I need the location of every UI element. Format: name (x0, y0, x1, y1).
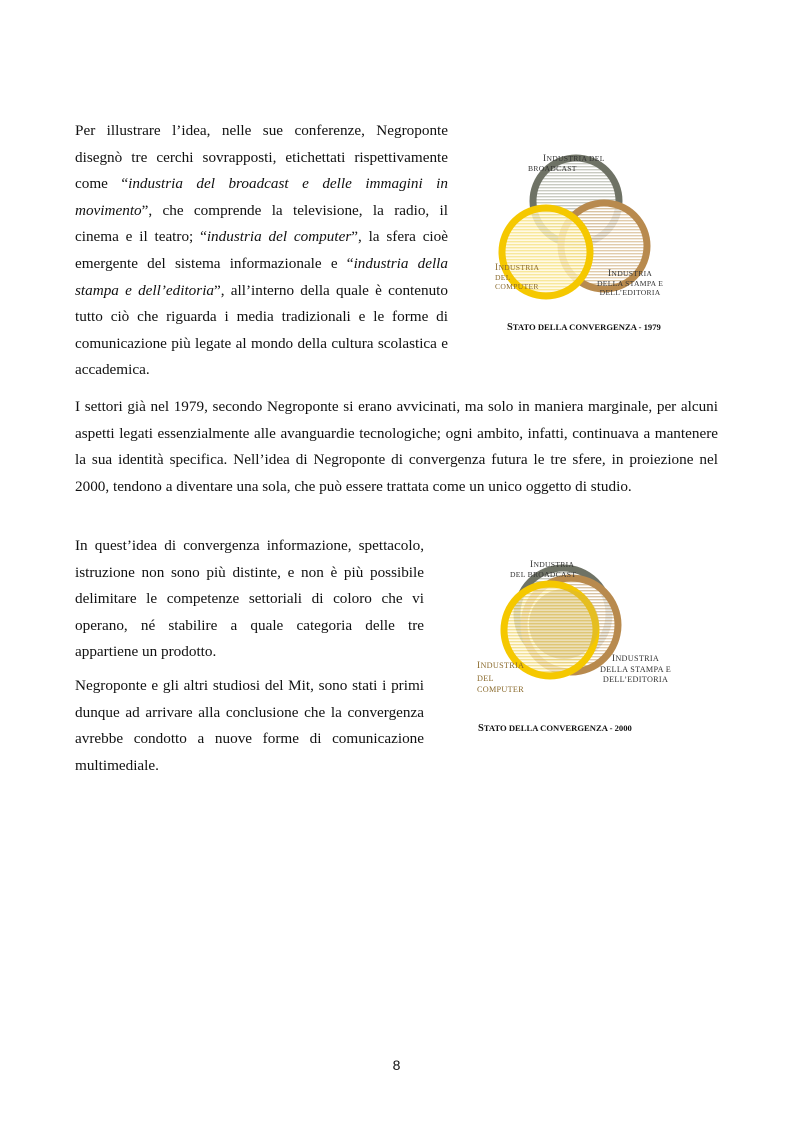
italic-computer-industry: industria del computer (206, 228, 352, 246)
italic-press-industry: industria della stampa e dell’editoria (75, 254, 448, 299)
paragraph-mit-conclusion: Negroponte e gli altri studiosi del Mit, sono stati i primi dunque ad arrivare alla conclusione che la convergenza avrebbe condotto a nuove forme di comunicazione multimediale. (75, 677, 424, 774)
venn-diagram-1979 (484, 148, 684, 348)
venn-diagram-2000 (468, 554, 693, 744)
label-stampa-2000: INDUSTRIA DELLA STAMPA E DELL’EDITORIA (600, 654, 672, 684)
page-number: 8 (392, 1057, 401, 1073)
paragraph-sectors-1979: I settori già nel 1979, secondo Negroponte si erano avvicinati, ma solo in maniera marginale, per alcuni aspetti legati essenzialmente alle avanguardie tecnologiche; ogni ambito, infatti, continuava a mantenere la sua identità specifica. Nell’idea di Negroponte di convergenza futura le tre sfere, in proiezione nel 2000, tendono a diventare una sola, che può essere trattata come un unico oggetto di studio. (75, 398, 718, 495)
label-computer-2000: INDUSTRIA DEL COMPUTER (477, 661, 525, 694)
italic-broadcast-industry: industria del broadcast e delle immagini in movimento (75, 175, 448, 219)
paragraph-convergence-idea: In quest’idea di convergenza informazione, spettacolo, istruzione non sono più distinte, e non è più possibile delimitare le competenze settoriali di coloro che vi operano, né stabilire a quale categoria delle tre appartiene un prodotto. (75, 537, 424, 661)
convergence-core-2000 (529, 589, 599, 659)
caption-2000: STATO DELLA CONVERGENZA - 2000 (478, 723, 632, 734)
venn-1979-graphic (484, 148, 684, 348)
venn-2000-graphic (468, 554, 693, 744)
label-broadcast-1979: INDUSTRIA DEL BROADCAST (528, 154, 605, 173)
paragraph-negroponte-circles: Per illustrare l’idea, nelle sue conferenze, Negroponte disegnò tre cerchi sovrapposti, etichettati rispettivamente come “industria del broadcast e delle immagini in movimento”, che comprende la televisione, la radio, il cinema e il teatro; “industria del computer”, la sfera cioè emergente del sistema informazionale e “industria della stampa e dell’editoria”, all’interno della quale è contenuto tutto ciò che riguarda i media tradizionali e le forme di comunicazione più legate al mondo della cultura scolastica e accademica. (75, 122, 448, 379)
label-computer-1979: INDUSTRIA DEL COMPUTER (495, 263, 540, 291)
caption-1979: STATO DELLA CONVERGENZA - 1979 (507, 322, 661, 333)
label-stampa-1979: INDUSTRIA DELLA STAMPA E DELL’EDITORIA (597, 269, 664, 297)
label-broadcast-2000: INDUSTRIA DEL BROADCAST (510, 560, 577, 579)
